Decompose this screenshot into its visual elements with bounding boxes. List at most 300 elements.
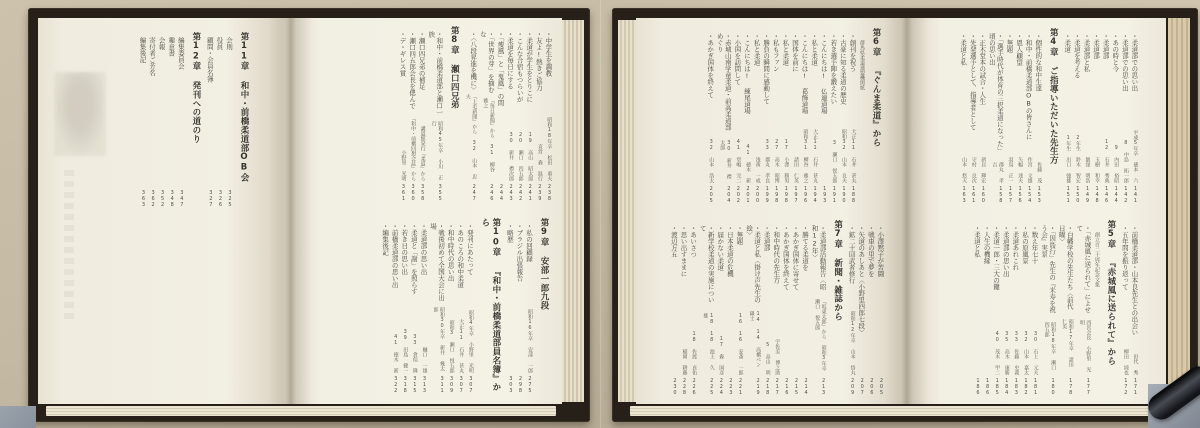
toc-entry <box>857 220 865 398</box>
entry-page-number: 216 <box>783 378 790 396</box>
toc-entry <box>735 220 743 398</box>
entry-spacer <box>1063 53 1071 136</box>
entry-meta: 昭和12年卒 山本 悟丸 <box>849 311 856 375</box>
entry-page-number: 221 <box>737 378 744 396</box>
chapter-heading: 第7章 新聞・雑誌から <box>832 220 843 321</box>
entry-spacer <box>1102 59 1110 139</box>
entry-page-number: 241 <box>527 184 534 202</box>
entry-title: ・「因島行」先生の『米寿を祝う会』実景 <box>1040 225 1057 313</box>
entry-meta: 大正11 石井 甚丸 <box>812 129 819 183</box>
entry-title: ・瀬口四五郎会長を偲んで <box>408 31 417 109</box>
page-fore-edge <box>562 20 584 402</box>
entry-spacer <box>735 245 743 314</box>
toc-entry <box>810 28 818 206</box>
entry-spacer <box>670 258 678 376</box>
entry-page-number: 238 <box>546 184 553 202</box>
entry-title: ・私と柔道 <box>781 33 790 66</box>
entry-title: ・無題 <box>735 225 744 245</box>
entry-title: ・中学生を調教 <box>544 31 553 77</box>
page-fore-edge <box>1168 18 1190 402</box>
entry-page-number: 160 <box>980 186 987 204</box>
entry-meta: 30 新井 禮太郎 <box>719 139 732 179</box>
entry-meta: 16 16 安斎 一郎 <box>737 313 744 375</box>
entry-spacer <box>391 288 399 334</box>
entry-title: ・「世界の芽」を摘むな <box>478 31 495 93</box>
entry-title: ・デ・ギレス賞 <box>398 31 407 77</box>
entry-meta: 佐藤 茂 <box>1036 162 1043 183</box>
entry-spacer <box>381 256 389 397</box>
entry-spacer <box>810 66 818 130</box>
chapter-subheading: 群馬県柔道連盟機関紙 <box>859 40 865 90</box>
entry-page-number: 363 <box>140 190 147 208</box>
toc-entry <box>983 220 991 398</box>
entry-page-number: 198 <box>783 186 790 204</box>
toc-entry <box>801 220 809 398</box>
entry-spacer <box>782 290 790 375</box>
entry-title: ・白幡学校の先生たち〈前代日曜〉 <box>1057 225 1074 310</box>
entry-page-number: 196 <box>802 186 809 204</box>
entry-meta: 『毎日新聞』から 31 柳谷 雅之 <box>482 97 495 172</box>
entry-title: 会則 <box>225 37 233 50</box>
entry-page-number: 207 <box>859 378 866 396</box>
toc-page <box>280 18 562 404</box>
toc-entry <box>969 28 977 206</box>
entry-title: ・古豪に知る柔道の歴史 <box>838 33 847 105</box>
entry-title: ・柔道部 <box>1092 33 1101 59</box>
entry-meta: 飯窪 明浩 <box>1084 157 1091 183</box>
entry-spacer <box>167 57 175 188</box>
entry-page-number: 190 <box>840 186 847 204</box>
entry-meta: 大正11 石井 甚丸 <box>458 319 465 373</box>
entry-spacer <box>763 251 771 342</box>
entry-page-number: 141 <box>1132 186 1139 204</box>
toc-entry <box>1111 28 1119 206</box>
entry-meta: 14 14 高橋ペン 隆士 <box>748 310 762 367</box>
entry-title: ・柔道と私 <box>972 225 981 258</box>
entry-title: ・「痩風」と「鬼風」の間 <box>496 31 505 106</box>
toc-band <box>914 28 1140 206</box>
toc-entry <box>699 220 715 398</box>
entry-page-number: 193 <box>821 186 828 204</box>
entry-title: 会報 <box>157 37 166 50</box>
toc-entry <box>400 218 408 396</box>
entry-title: ・私と柔道 <box>752 33 761 66</box>
entry-page-number: 311 <box>439 376 446 394</box>
toc-entry <box>745 220 761 398</box>
entry-spacer <box>148 76 156 187</box>
entry-title: ・柔道部での思い出 <box>1130 33 1139 92</box>
entry-page-number: 153 <box>1036 186 1043 204</box>
entry-meta: 郡丸 孝吉 <box>991 161 1004 183</box>
entry-spacer <box>753 66 761 158</box>
toc-entry <box>1002 220 1010 398</box>
entry-title: ・正木堂本の試合・人生 <box>978 33 987 105</box>
chapter-heading: 第4章 ご指導いただいた先生方 <box>1048 28 1059 165</box>
entry-page-number: 225 <box>708 378 715 396</box>
entry-page-number: 362 <box>150 190 157 208</box>
entry-page-number: 243 <box>508 184 515 202</box>
entry-title: ・柔道と私 <box>959 33 968 66</box>
toc-entry <box>1040 220 1056 398</box>
toc-entry <box>782 220 790 398</box>
entry-meta: 32 山本 嘉太 <box>1022 331 1029 375</box>
entry-page-number: 191 <box>831 186 838 204</box>
toc-entry <box>225 32 233 210</box>
entry-title: ・私の原風景 <box>1020 225 1029 264</box>
toc-entry <box>753 28 761 206</box>
entry-title: ・柔道を考える <box>1072 33 1081 79</box>
entry-meta: 平成5年卒 徳本 六 <box>1132 130 1139 183</box>
entry-spacer <box>215 50 223 187</box>
entry-page-number: 246 <box>488 184 495 202</box>
entry-page-number: 298 <box>517 376 524 394</box>
entry-page-number: 358 <box>419 184 426 202</box>
chapter-heading: 第8章 瀬口四兄弟 <box>449 26 460 110</box>
entry-title: ・「選手時代が体育の三択柔道になった」頃の思い出 <box>987 33 1004 154</box>
entry-page-number: 239 <box>536 184 543 202</box>
entry-spacer <box>506 243 514 374</box>
toc-entry <box>743 28 751 206</box>
entry-page-number: 303 <box>507 376 514 394</box>
entry-spacer <box>726 277 734 375</box>
toc-entry <box>544 26 552 204</box>
entry-title: ・あの時と今 <box>1111 33 1120 72</box>
entry-meta: 18 18 池上 久雄 <box>702 313 715 371</box>
entry-spacer <box>496 106 504 181</box>
entry-spacer <box>1130 336 1138 355</box>
entry-meta: 昭和17年卒 諸田 仁英 <box>1061 319 1074 368</box>
showthrough-portrait <box>54 72 106 156</box>
entry-page-number: 186 <box>984 378 991 396</box>
entry-meta: 17 森 国彦 <box>718 336 725 375</box>
entry-meta: 40 茂木 甲二 <box>994 331 1001 375</box>
entry-title: ・柔道部での思い出 <box>1120 33 1129 92</box>
entry-title: ・柔道と私〈掛け声先生の絵〉 <box>745 225 762 303</box>
toc-entry <box>849 28 857 206</box>
entry-spacer <box>398 77 406 151</box>
entry-meta: 『和中・前橋回想会誌』から <box>410 116 417 181</box>
entry-spacer <box>801 271 809 376</box>
toc-entry <box>876 220 884 398</box>
entry-title: ・新学校柔道の実施について <box>698 225 715 303</box>
entry-title: 編集後記 <box>138 37 147 63</box>
entry-meta: 19 高山 昭太郎 <box>527 132 534 181</box>
entry-title: ・柔道と「謝」を照らす <box>409 223 418 295</box>
entry-page-number: 171 <box>1132 378 1139 396</box>
entry-title: ・私もファン <box>771 33 780 72</box>
entry-title: ・あのころの和中柔道 <box>456 223 465 288</box>
entry-title: ・前橋柔道部の思い出 <box>390 223 399 288</box>
page-edge-stack <box>618 20 636 402</box>
entry-page-number: 307 <box>467 376 474 394</box>
entry-title: ・あかぎ国体を終えて <box>706 33 715 98</box>
entry-spacer <box>762 105 770 140</box>
entry-meta: 樋口 一雄 <box>421 347 428 373</box>
entry-title: ・創刊を祝う <box>848 33 857 72</box>
toc-entry <box>1102 28 1110 206</box>
entry-title: ・「赤城風に送られて」によせて <box>1075 225 1092 313</box>
toc-entry <box>726 220 734 398</box>
toc-band <box>290 218 554 396</box>
entry-page-number: 348 <box>169 190 176 208</box>
entry-spacer <box>973 258 981 376</box>
entry-meta: 20 瀬口 四五郎 <box>517 132 524 181</box>
entry-spacer <box>1121 92 1129 141</box>
entry-page-number: 182 <box>1022 378 1029 396</box>
entry-spacer <box>716 271 724 337</box>
entry-page-number: 218 <box>764 378 771 396</box>
entry-title: ・こんにちは! 練尾道場 <box>742 33 751 114</box>
entry-meta: 30 石上 元夫 <box>1032 331 1039 375</box>
entry-page-number: 355 <box>437 184 444 202</box>
entry-meta: 昭和18年卒 瀬口 四五郎 <box>1043 321 1057 370</box>
entry-page-number: 172 <box>1122 378 1129 396</box>
entry-title: ・先発選手として、指導者として <box>968 33 977 131</box>
chapter-heading: 第12章 発刊への道のり <box>190 32 201 144</box>
entry-meta: 田代 秀 <box>1132 354 1139 375</box>
entry-spacer <box>410 295 418 335</box>
entry-spacer <box>801 114 809 129</box>
entry-spacer <box>829 105 837 141</box>
entry-spacer <box>525 103 533 133</box>
entry-spacer <box>983 264 991 375</box>
entry-title: ・若き選手陣を鍛えたい <box>829 33 838 105</box>
toc-entry <box>456 218 464 396</box>
entry-spacer <box>849 72 857 129</box>
entry-meta: 9 内田 裕昭 <box>1113 145 1120 183</box>
entry-page-number: 205 <box>878 378 885 396</box>
entry-meta: 昭和3 瀬口 悦五郎 <box>448 320 455 373</box>
entry-title: ・柔道部活動報告〈昭和12年〉 <box>810 225 827 290</box>
entry-page-number: 183 <box>1013 378 1020 396</box>
entry-page-number: 230 <box>671 378 678 396</box>
toc-entry <box>867 220 875 398</box>
toc-entry <box>496 26 504 204</box>
entry-meta: 昭和4年卒 小野里 光明 <box>467 310 474 373</box>
entry-spacer <box>1031 264 1039 331</box>
toc-entry <box>158 32 166 210</box>
entry-page-number: 318 <box>402 376 409 394</box>
entry-spacer <box>1130 92 1138 131</box>
entry-title: ・無題 <box>1005 33 1014 53</box>
entry-meta: 33 郡丸 孝良 <box>764 139 771 183</box>
entry-page-number: 242 <box>517 184 524 202</box>
entry-page-number: 151 <box>1065 186 1072 204</box>
entry-title: ・赤城山南学童柔道・前高柔道部めぐり <box>715 33 732 131</box>
toc-entry <box>418 26 426 204</box>
toc-entry <box>689 220 697 398</box>
toc-entry <box>680 220 688 398</box>
toc-entry <box>506 218 514 396</box>
entry-title: ・柔道 <box>1063 33 1072 53</box>
entry-spacer <box>680 277 688 349</box>
entry-meta: 小野里 光明 <box>400 150 407 181</box>
entry-meta: 35 高木 康勝 <box>1003 331 1010 375</box>
entry-page-number: 361 <box>400 184 407 202</box>
toc-entry <box>447 218 455 396</box>
toc-entry <box>427 26 443 204</box>
entry-meta: 講道館発行『柔道』から <box>419 126 426 181</box>
entry-page-number: 178 <box>1067 378 1074 396</box>
entry-meta: 17 小澤 勝男 <box>783 139 790 183</box>
toc-page <box>636 18 904 404</box>
entry-title: ・五年間を振り返って <box>1120 225 1129 290</box>
entry-meta: 41 徳木 新 <box>744 144 751 183</box>
entry-spacer <box>535 91 543 144</box>
book-spread-right-half <box>28 8 590 422</box>
entry-page-number: 149 <box>1084 186 1091 204</box>
toc-entry <box>1121 220 1129 398</box>
entry-page-number: 244 <box>498 184 505 202</box>
entry-title: 趣意書 <box>167 37 176 57</box>
toc-entry <box>801 28 809 206</box>
entry-page-number: 184 <box>1003 378 1010 396</box>
entry-spacer <box>544 77 552 118</box>
toc-entry <box>1130 28 1138 206</box>
entry-title: ・和中・前橋柔道部OBの皆さんに <box>1024 33 1033 140</box>
entry-page-number: 201 <box>744 186 751 204</box>
entry-title: ・あいさつ <box>689 225 698 258</box>
entry-spacer <box>839 105 847 130</box>
entry-spacer <box>992 290 1000 331</box>
entry-title: ・小澤黙子が苦闘 <box>876 225 885 277</box>
entry-title: ・柔道部 <box>762 225 771 251</box>
toc-entry <box>1034 28 1042 206</box>
toc-entry <box>1025 28 1033 206</box>
entry-page-number: 326 <box>217 190 224 208</box>
toc-entry <box>716 28 732 206</box>
entry-spacer <box>791 290 799 375</box>
entry-page-number: 325 <box>227 190 233 208</box>
entry-page-number: 215 <box>793 378 800 396</box>
entry-meta: 昭和31 柳谷 雅之 <box>802 129 809 183</box>
toc-entry <box>167 32 175 210</box>
entry-page-number: 347 <box>178 190 185 208</box>
entry-page-number: 185 <box>994 378 1001 396</box>
entry-meta: 羽鳥 正一 <box>1007 157 1014 183</box>
toc-entry <box>1021 220 1029 398</box>
toc-entry <box>1073 28 1081 206</box>
toc-entry <box>791 220 799 398</box>
entry-page-number: 202 <box>735 186 742 204</box>
entry-meta: 昭和16年卒 安部 一郎 <box>527 309 533 373</box>
entry-meta: 2年生 鈴木 智宏 <box>1074 135 1081 183</box>
chapter-heading: 第11章 和中・前橋柔道部OB会 <box>239 32 249 182</box>
entry-page-number: 163 <box>961 186 968 204</box>
entry-spacer <box>206 83 214 188</box>
entry-page-number: 148 <box>1094 186 1101 204</box>
entry-page-number: 181 <box>1032 378 1039 396</box>
entry-page-number: 224 <box>718 378 725 396</box>
entry-title: ・個性的な和中生達 <box>1034 33 1043 92</box>
entry-meta: 新貝 輝宏 <box>980 157 987 183</box>
entry-page-number: 157 <box>1007 186 1014 204</box>
entry-meta: 玉樹 和幸 <box>1094 157 1101 183</box>
entry-page-number: 197 <box>792 186 799 204</box>
toc-entry <box>1130 220 1138 398</box>
entry-meta: 18 佐渡 貞佑 <box>691 331 698 375</box>
entry-spacer <box>466 275 474 310</box>
entry-title: ・数え年七十 <box>1030 225 1039 264</box>
entry-spacer <box>867 277 875 375</box>
entry-meta: 山本 悠天 <box>961 157 968 183</box>
toc-entry <box>1011 220 1019 398</box>
entry-meta: 30 新井 禮次郎 <box>508 132 515 181</box>
toc-entry <box>772 28 780 206</box>
table-surface <box>0 406 36 428</box>
entry-meta: 『坂東太郎』から 昭和3年卒 瀬口 悦五郎 <box>814 299 827 372</box>
toc-entry <box>978 28 986 206</box>
entry-title: 顧問・会員名簿 <box>205 37 214 83</box>
entry-page-number: 156 <box>1017 186 1024 204</box>
toc-entry <box>716 220 724 398</box>
entry-page-number: 146 <box>1103 186 1110 204</box>
entry-page-number: 150 <box>1074 186 1081 204</box>
toc-entry <box>848 220 856 398</box>
entry-title: ・柔道一郎・三大の鍵 <box>992 225 1001 290</box>
entry-spacer <box>743 114 751 144</box>
toc-entry <box>1005 28 1013 206</box>
toc-entry <box>772 220 780 398</box>
entry-spacer <box>516 103 524 133</box>
entry-page-number: 228 <box>681 378 688 396</box>
entry-title: ・こんにちは! 仏連道場 <box>819 33 828 114</box>
entry-page-number: 199 <box>764 186 771 204</box>
toc-entry <box>973 220 981 398</box>
entry-meta: 昭和45年卒 小川 正行 <box>430 120 444 180</box>
entry-spacer <box>1034 92 1042 163</box>
entry-title: ・発刊にあたって <box>465 223 474 275</box>
entry-title: ・勝てる柔道を <box>801 225 810 271</box>
toc-entry <box>206 32 214 210</box>
entry-spacer <box>447 282 455 321</box>
entry-spacer <box>1025 140 1033 157</box>
book-photo-right <box>600 0 1200 428</box>
entry-title: ・友よ!熱きご協力 <box>534 31 543 91</box>
entry-meta: 41 徳木 新 <box>392 334 399 373</box>
entry-meta: 昭和30年卒 新井 幾太郎 <box>432 307 446 372</box>
entry-title: ・和中・前橋柔道部と瀬口一族 <box>427 31 444 116</box>
toc-band <box>646 220 886 398</box>
entry-page-number: 309 <box>448 376 455 394</box>
entry-spacer <box>1011 271 1019 332</box>
entry-title: ・恩人顧望 <box>1015 33 1024 66</box>
entry-title: ・瀬口四兄弟の補足 <box>417 31 426 90</box>
entry-spacer <box>1082 72 1090 157</box>
entry-meta: 作宮 文雄 <box>1026 157 1033 183</box>
toc-entry <box>391 218 399 396</box>
entry-title: ・戦後初めて全国大会に出場 <box>429 223 446 301</box>
entry-title: ・戦車の里で夢を <box>866 225 875 277</box>
entry-page-number: 352 <box>159 190 166 208</box>
toc-entry <box>148 32 156 210</box>
entry-title: ・和中時代の思い出 <box>446 223 455 282</box>
entry-spacer <box>969 131 977 158</box>
entry-meta: 大正11 石井 甚丸 <box>850 129 857 183</box>
entry-page-number: 275 <box>527 376 533 394</box>
entry-page-number: 322 <box>392 376 399 394</box>
entry-spacer <box>408 109 416 116</box>
toc-entry <box>525 218 533 396</box>
entry-title: ・編集後記 <box>381 223 390 256</box>
entry-meta: 守村 良次 <box>970 157 977 183</box>
entry-page-number: 213 <box>820 378 827 396</box>
entry-spacer <box>1015 66 1023 158</box>
toc-entry <box>535 26 543 204</box>
toc-entry <box>706 28 714 206</box>
entry-title: 寄付者ご芳名 <box>148 37 157 76</box>
entry-spacer <box>959 66 967 158</box>
